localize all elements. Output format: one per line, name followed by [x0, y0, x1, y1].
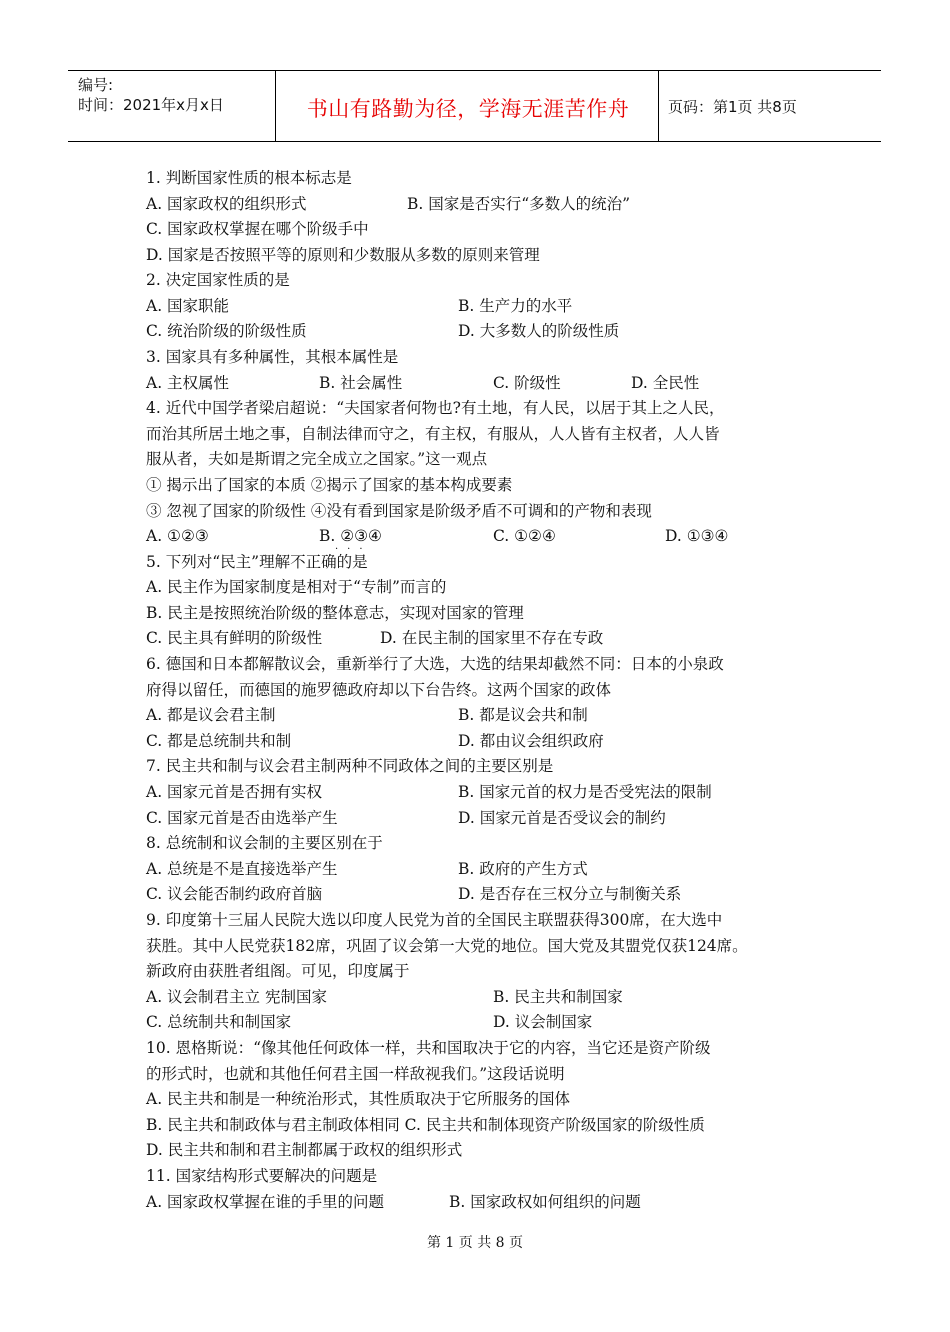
- option-line: C. 议会能否制约政府首脑: [146, 885, 323, 903]
- question-stem: 9. 印度第十三届人民院大选以印度人民党为首的全国民主联盟获得300席，在大选中: [146, 911, 723, 929]
- option-line: C. 都是总统制共和制: [146, 732, 292, 750]
- option-line: D. 是否存在三权分立与制衡关系: [458, 885, 682, 903]
- option-line: A. 都是议会君主制: [146, 706, 276, 724]
- question-stem: 10. 恩格斯说：“像其他任何政体一样，共和国取决于它的内容，当它还是资产阶级: [146, 1039, 711, 1057]
- option-line: D. ①③④: [665, 527, 729, 545]
- option-line: B. 社会属性: [319, 374, 403, 392]
- option-line: A. 主权属性: [146, 374, 230, 392]
- header-time-label: 时间：2021年x月x日: [78, 96, 224, 114]
- option-line: A. 国家职能: [146, 297, 230, 315]
- option-line: C. 总统制共和制国家: [146, 1013, 292, 1031]
- option-line: B. 民主是按照统治阶级的整体意志，实现对国家的管理: [146, 604, 524, 622]
- option-line: B. 都是议会共和制: [458, 706, 588, 724]
- header-number-label: 编号:: [78, 76, 114, 94]
- option-line: C. 国家元首是否由选举产生: [146, 809, 338, 827]
- option-line: ③ 忽视了国家的阶级性 ④没有看到国家是阶级矛盾不可调和的产物和表现: [146, 502, 652, 520]
- question-stem: 11. 国家结构形式要解决的问题是: [146, 1167, 378, 1185]
- option-line: D. 大多数人的阶级性质: [458, 322, 620, 340]
- option-line: D. 民主共和制和君主制都属于政权的组织形式: [146, 1141, 463, 1159]
- option-line: B. 民主共和制政体与君主制政体相同 C. 民主共和制体现资产阶级国家的阶级性质: [146, 1116, 705, 1134]
- header-divider: [275, 71, 276, 141]
- option-line: C. ①②④: [493, 527, 556, 545]
- option-line: C. 民主具有鲜明的阶级性: [146, 629, 323, 647]
- emphasis-dots: ···: [335, 544, 372, 555]
- page-footer: 第 1 页 共 8 页: [426, 1235, 524, 1251]
- option-line: A. 国家元首是否拥有实权: [146, 783, 323, 801]
- option-line: A. 民主共和制是一种统治形式，其性质取决于它所服务的国体: [146, 1090, 571, 1108]
- option-line: A. 国家政权掌握在谁的手里的问题: [146, 1193, 385, 1211]
- option-line: B. 政府的产生方式: [458, 860, 588, 878]
- option-line: B. ②③④: [319, 527, 382, 545]
- option-line: A. 议会制君主立 宪制国家: [146, 988, 327, 1006]
- question-stem: 2. 决定国家性质的是: [146, 271, 290, 289]
- option-line: D. 全民性: [631, 374, 700, 392]
- option-line: B. 国家政权如何组织的问题: [449, 1193, 641, 1211]
- option-line: D. 议会制国家: [493, 1013, 593, 1031]
- option-line: A. 国家政权的组织形式: [146, 195, 307, 213]
- option-line: C. 阶级性: [493, 374, 561, 392]
- option-line: ① 揭示出了国家的本质 ②揭示了国家的基本构成要素: [146, 476, 513, 494]
- option-line: D. 都由议会组织政府: [458, 732, 604, 750]
- question-stem: 6. 德国和日本都解散议会，重新举行了大选，大选的结果却截然不同：日本的小泉政: [146, 655, 724, 673]
- option-line: B. 国家元首的权力是否受宪法的限制: [458, 783, 712, 801]
- option-line: A. ①②③: [146, 527, 209, 545]
- header-page-info: 页码：第1页 共8页: [668, 98, 797, 116]
- option-line: C. 国家政权掌握在哪个阶级手中: [146, 220, 369, 238]
- question-stem: 而治其所居土地之事，自制法律而守之，有主权，有服从，人人皆有主权者，人人皆: [146, 425, 720, 443]
- option-line: A. 民主作为国家制度是相对于“专制”而言的: [146, 578, 447, 596]
- option-line: C. 统治阶级的阶级性质: [146, 322, 307, 340]
- question-stem: 7. 民主共和制与议会君主制两种不同政体之间的主要区别是: [146, 757, 554, 775]
- option-line: A. 总统是不是直接选举产生: [146, 860, 338, 878]
- question-stem: 新政府由获胜者组阁。可见，印度属于: [146, 962, 410, 980]
- option-line: B. 国家是否实行“多数人的统治”: [407, 195, 631, 213]
- question-stem: 获胜。其中人民党获182席，巩固了议会第一大党的地位。国大党及其盟党仅获124席。: [146, 937, 748, 955]
- question-stem: 3. 国家具有多种属性，其根本属性是: [146, 348, 399, 366]
- option-line: D. 国家是否按照平等的原则和少数服从多数的原则来管理: [146, 246, 540, 264]
- header-motto: 书山有路勤为径，学海无涯苦作舟: [306, 97, 630, 121]
- header-meta: [78, 75, 224, 115]
- option-line: B. 民主共和制国家: [493, 988, 623, 1006]
- option-line: D. 在民主制的国家里不存在专政: [380, 629, 604, 647]
- question-stem: 服从者，夫如是斯谓之完全成立之国家。”这一观点: [146, 450, 488, 468]
- question-stem: 5. 下列对“民主”理解不正确的是: [146, 553, 368, 571]
- question-stem: 4. 近代中国学者梁启超说：“夫国家者何物也?有土地，有人民，以居于其上之人民，: [146, 399, 725, 417]
- document-header: [68, 70, 881, 142]
- question-stem: 1. 判断国家性质的根本标志是: [146, 169, 352, 187]
- question-stem: 的形式时，也就和其他任何君主国一样敌视我们。”这段话说明: [146, 1065, 565, 1083]
- header-divider: [658, 71, 659, 141]
- option-line: D. 国家元首是否受议会的制约: [458, 809, 666, 827]
- question-stem: 府得以留任，而德国的施罗德政府却以下台告终。这两个国家的政体: [146, 681, 612, 699]
- option-line: B. 生产力的水平: [458, 297, 573, 315]
- question-stem: 8. 总统制和议会制的主要区别在于: [146, 834, 383, 852]
